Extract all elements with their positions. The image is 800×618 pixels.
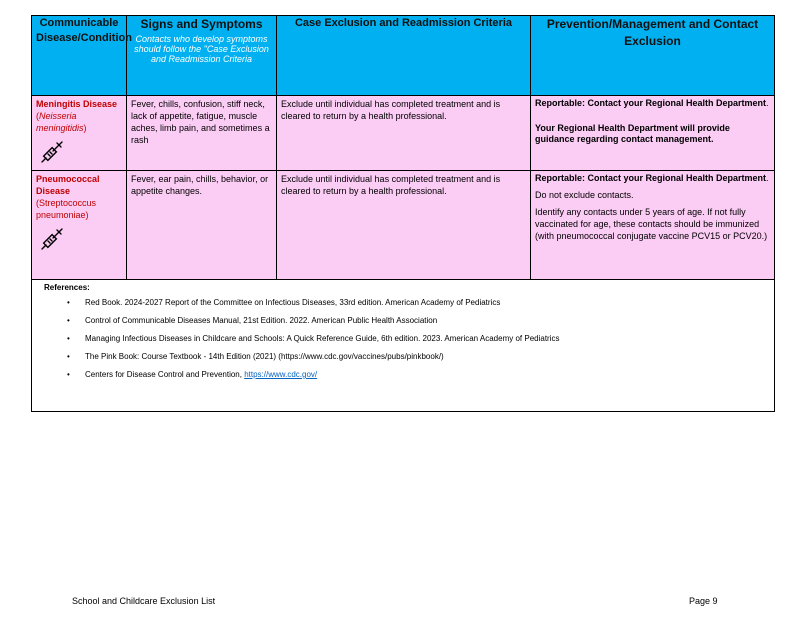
references-title: References:	[44, 283, 90, 292]
bullet: •	[67, 316, 70, 325]
syringe-icon	[40, 227, 64, 251]
header-signs-note: Contacts who develop symptoms should follow the "Case Exclusion and Readmission Criteria	[134, 34, 269, 64]
reference-text: Managing Infectious Diseases in Childcare and Schools: A Quick Reference Guide, 6th edition. 2023. American Academy of Pediatrics	[85, 334, 560, 343]
table-row	[32, 96, 775, 171]
bullet: •	[67, 370, 70, 379]
disease-name: Meningitis Disease	[36, 99, 118, 109]
references-list	[40, 297, 766, 380]
header-exclusion: Case Exclusion and Readmission Criteria	[277, 16, 531, 96]
reportable-text	[535, 98, 770, 109]
disease-cell	[32, 171, 127, 280]
header-signs-title: Signs and Symptoms	[140, 17, 263, 31]
immunization-note: Identify any contacts under 5 years of age. If not fully vaccinated for age, these contacts should be immunized (with pneumococcal conjugate vaccine PCV15 or PCV20.)	[535, 207, 768, 241]
cdc-link[interactable]: https://www.cdc.gov/	[244, 370, 318, 379]
disease-scientific-name: Neisseria meningitidis	[36, 111, 84, 133]
guidance-text: Your Regional Health Department will provide guidance regarding contact management.	[535, 123, 730, 144]
references-cell	[32, 280, 775, 412]
reportable-text	[535, 173, 770, 184]
reference-text: Control of Communicable Diseases Manual, 21st Edition. 2022. American Public Health Association	[85, 316, 438, 325]
disease-scientific-name: (Streptococcus pneumoniae)	[36, 198, 97, 220]
bullet: •	[67, 352, 70, 361]
reference-text: The Pink Book: Course Textbook - 14th Edition (2021) (https://www.cdc.gov/vaccines/pubs/pinkbook/)	[85, 352, 444, 361]
list-item	[67, 369, 766, 380]
list-item	[67, 351, 766, 362]
exclusion-cell: Exclude until individual has completed treatment and is cleared to return by a health professional.	[277, 96, 531, 171]
paren-close: )	[83, 123, 87, 133]
disease-name: Pneumococcal Disease	[36, 174, 100, 196]
reference-text: Centers for Disease Control and Prevention,	[85, 370, 245, 379]
prevention-cell	[531, 96, 775, 171]
syringe-icon	[40, 140, 64, 164]
bullet: •	[67, 298, 70, 307]
paren-open: (	[36, 111, 39, 121]
references-row	[32, 280, 775, 412]
reference-text: Red Book. 2024-2027 Report of the Committee on Infectious Diseases, 33rd edition. American Academy of Pediatrics	[85, 298, 501, 307]
list-item	[67, 315, 766, 326]
prevention-cell	[531, 171, 775, 280]
table-row	[32, 171, 775, 280]
exclusion-table	[31, 15, 775, 412]
reportable-end: .	[766, 98, 769, 108]
contact-note: Do not exclude contacts.	[535, 190, 634, 200]
symptoms-cell: Fever, chills, confusion, stiff neck, lack of appetite, fatigue, muscle aches, limb pain, and sometimes a rash	[127, 96, 277, 171]
footer-title: School and Childcare Exclusion List	[72, 596, 216, 606]
reportable-end: .	[766, 173, 769, 183]
header-signs	[127, 16, 277, 96]
page-number: Page 9	[689, 596, 718, 606]
table-header-row	[32, 16, 775, 96]
exclusion-cell: Exclude until individual has completed treatment and is cleared to return by a health professional.	[277, 171, 531, 280]
bullet: •	[67, 334, 70, 343]
symptoms-cell: Fever, ear pain, chills, behavior, or appetite changes.	[127, 171, 277, 280]
header-prevention: Prevention/Management and Contact Exclusion	[531, 16, 775, 96]
disease-cell	[32, 96, 127, 171]
list-item	[67, 297, 766, 308]
list-item	[67, 333, 766, 344]
header-disease: Communicable Disease/Condition	[32, 16, 127, 96]
reportable-label: Reportable: Contact your Regional Health Department	[535, 173, 767, 183]
reportable-label: Reportable: Contact your Regional Health Department	[535, 98, 767, 108]
